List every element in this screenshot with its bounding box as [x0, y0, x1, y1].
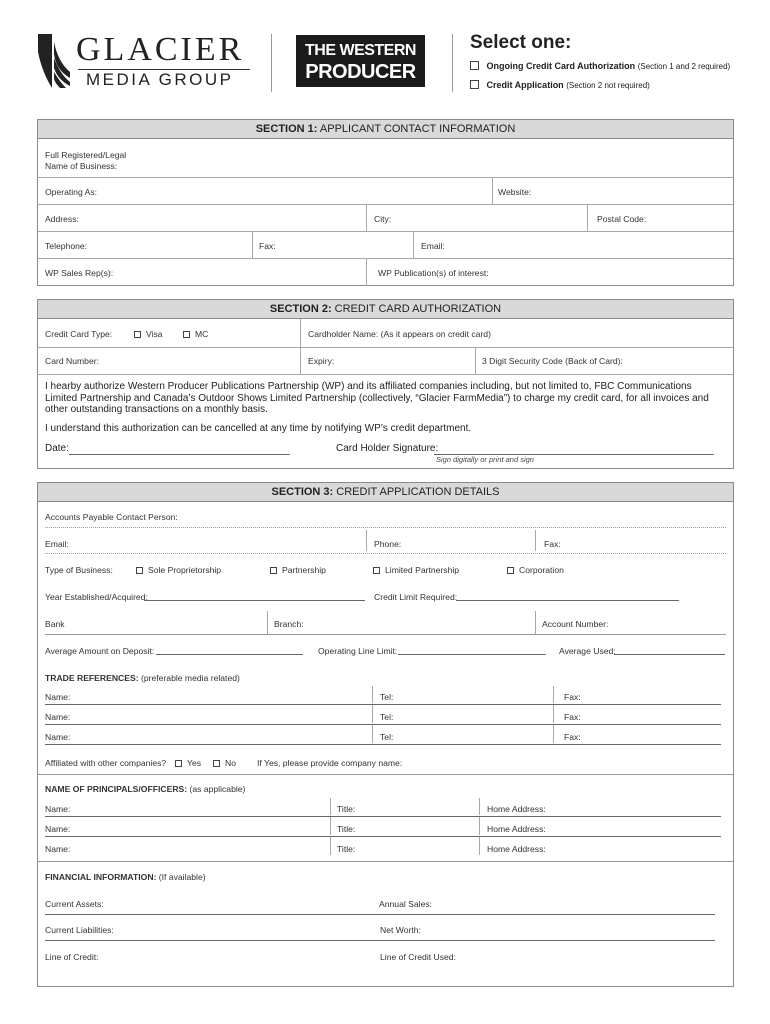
principal-1-name-label: Name:	[45, 804, 71, 814]
sole-proprietorship-option[interactable]: Sole Proprietorship	[136, 565, 221, 575]
trade-ref-3-fax-label: Fax:	[564, 732, 581, 742]
credit-limit-field[interactable]	[456, 600, 679, 601]
principal-3-address-label: Home Address:	[487, 844, 546, 854]
credit-application-checkbox[interactable]	[470, 80, 479, 89]
limited-partnership-option[interactable]: Limited Partnership	[373, 565, 459, 575]
section-3-header: SECTION 3: CREDIT APPLICATION DETAILS	[38, 483, 733, 502]
expiry-label: Expiry:	[308, 356, 335, 366]
trade-ref-2-fax-label: Fax:	[564, 712, 581, 722]
trade-ref-1-fax-label: Fax:	[564, 692, 581, 702]
email-label: Email:	[45, 539, 69, 549]
affiliated-label: Affiliated with other companies?	[45, 758, 167, 768]
trade-ref-3-name-label: Name:	[45, 732, 71, 742]
line-of-credit-used-label: Line of Credit Used:	[380, 952, 456, 962]
partnership-option[interactable]: Partnership	[270, 565, 326, 575]
select-one-title: Select one:	[470, 32, 572, 53]
telephone-label: Telephone:	[45, 241, 88, 251]
sole-proprietorship-checkbox[interactable]	[136, 567, 143, 574]
section-2-header: SECTION 2: CREDIT CARD AUTHORIZATION	[38, 300, 733, 319]
limited-partnership-checkbox[interactable]	[373, 567, 380, 574]
affiliated-no-checkbox[interactable]	[213, 760, 220, 767]
ap-contact-label: Accounts Payable Contact Person:	[45, 512, 178, 522]
principal-3-title-label: Title:	[337, 844, 356, 854]
corporation-checkbox[interactable]	[507, 567, 514, 574]
glacier-logo-text: GLACIER	[76, 31, 245, 68]
business-type-label: Type of Business:	[45, 565, 113, 575]
trade-references-heading: TRADE REFERENCES: (preferable media related)	[45, 673, 240, 683]
principal-2-name-label: Name:	[45, 824, 71, 834]
branch-label: Branch:	[274, 619, 304, 629]
current-assets-label: Current Assets:	[45, 899, 104, 909]
line-of-credit-label: Line of Credit:	[45, 952, 99, 962]
section-1-header: SECTION 1: APPLICANT CONTACT INFORMATION	[38, 120, 733, 139]
avg-used-field[interactable]	[614, 654, 725, 655]
sales-reps-label: WP Sales Rep(s):	[45, 268, 114, 278]
account-number-label: Account Number:	[542, 619, 609, 629]
avg-deposit-field[interactable]	[156, 654, 303, 655]
trade-ref-2-name-label: Name:	[45, 712, 71, 722]
avg-used-label: Average Used:	[559, 646, 616, 656]
trade-ref-1-tel-label: Tel:	[380, 692, 394, 702]
bank-label: Bank	[45, 619, 65, 629]
postal-code-label: Postal Code:	[597, 214, 647, 224]
year-established-field[interactable]	[144, 600, 365, 601]
principal-2-title-label: Title:	[337, 824, 356, 834]
principal-3-name-label: Name:	[45, 844, 71, 854]
annual-sales-label: Annual Sales:	[379, 899, 433, 909]
affiliated-yes-option[interactable]: Yes	[175, 758, 201, 768]
fax-label: Fax:	[544, 539, 561, 549]
card-number-label: Card Number:	[45, 356, 99, 366]
affiliated-no-option[interactable]: No	[213, 758, 236, 768]
address-label: Address:	[45, 214, 79, 224]
partnership-checkbox[interactable]	[270, 567, 277, 574]
signature-label: Card Holder Signature:	[336, 443, 439, 454]
trade-ref-1-name-label: Name:	[45, 692, 71, 702]
mc-checkbox[interactable]	[183, 331, 190, 338]
corporation-option[interactable]: Corporation	[507, 565, 564, 575]
credit-limit-label: Credit Limit Required:	[374, 592, 458, 602]
city-label: City:	[374, 214, 392, 224]
affiliated-yes-checkbox[interactable]	[175, 760, 182, 767]
operating-line-label: Operating Line Limit:	[318, 646, 398, 656]
authorization-text: I hearby authorize Western Producer Publications Partnership (WP) and its affiliated companies including, but not limited to, FBC Communications Limited Partnership and Canada’s Outdoor Shows Limited Partnership (collectively, “Glacier FarmMedia”) to charge my credit card, for all invoices and other outstanding transactions on a monthly basis.	[45, 381, 709, 415]
principal-1-address-label: Home Address:	[487, 804, 546, 814]
financial-heading: FINANCIAL INFORMATION: (If available)	[45, 872, 206, 882]
signature-note: Sign digitally or print and sign	[436, 455, 534, 464]
date-field[interactable]	[69, 454, 290, 455]
fax-label: Fax:	[259, 241, 276, 251]
western-producer-logo: THE WESTERN PRODUCER	[296, 35, 425, 87]
email-label: Email:	[421, 241, 445, 251]
publications-label: WP Publication(s) of interest:	[378, 268, 489, 278]
principal-2-address-label: Home Address:	[487, 824, 546, 834]
trade-ref-2-tel-label: Tel:	[380, 712, 394, 722]
business-name-label: Full Registered/Legal Name of Business:	[45, 150, 127, 171]
ongoing-authorization-checkbox[interactable]	[470, 61, 479, 70]
current-liabilities-label: Current Liabilities:	[45, 925, 114, 935]
card-type-label: Credit Card Type:	[45, 329, 113, 339]
section-2	[37, 299, 734, 469]
if-yes-label: If Yes, please provide company name:	[257, 758, 403, 768]
visa-option[interactable]: Visa	[134, 329, 163, 339]
glacier-emblem-icon	[36, 32, 72, 90]
cardholder-name-label: Cardholder Name: (As it appears on credit card)	[308, 329, 491, 339]
avg-deposit-label: Average Amount on Deposit:	[45, 646, 155, 656]
glacier-logo	[36, 32, 252, 92]
principal-1-title-label: Title:	[337, 804, 356, 814]
operating-as-label: Operating As:	[45, 187, 98, 197]
year-established-label: Year Established/Acquired:	[45, 592, 148, 602]
date-label: Date:	[45, 443, 69, 454]
website-label: Website:	[498, 187, 532, 197]
option-credit-application[interactable]: Credit Application (Section 2 not required)	[470, 80, 650, 90]
media-group-text: MEDIA GROUP	[86, 70, 234, 89]
header-divider	[452, 34, 453, 92]
logo-divider	[271, 34, 272, 92]
trade-ref-3-tel-label: Tel:	[380, 732, 394, 742]
mc-option[interactable]: MC	[183, 329, 208, 339]
principals-heading: NAME OF PRINCIPALS/OFFICERS: (as applicable)	[45, 784, 246, 794]
option-ongoing-authorization[interactable]: Ongoing Credit Card Authorization (Section 1 and 2 required)	[470, 61, 730, 71]
section-3	[37, 482, 734, 987]
phone-label: Phone:	[374, 539, 402, 549]
security-code-label: 3 Digit Security Code (Back of Card):	[482, 356, 623, 366]
visa-checkbox[interactable]	[134, 331, 141, 338]
section-1	[37, 119, 734, 286]
operating-line-field[interactable]	[398, 654, 546, 655]
net-worth-label: Net Worth:	[380, 925, 421, 935]
cancellation-text: I understand this authorization can be cancelled at any time by notifying WP’s credit department.	[45, 423, 472, 434]
